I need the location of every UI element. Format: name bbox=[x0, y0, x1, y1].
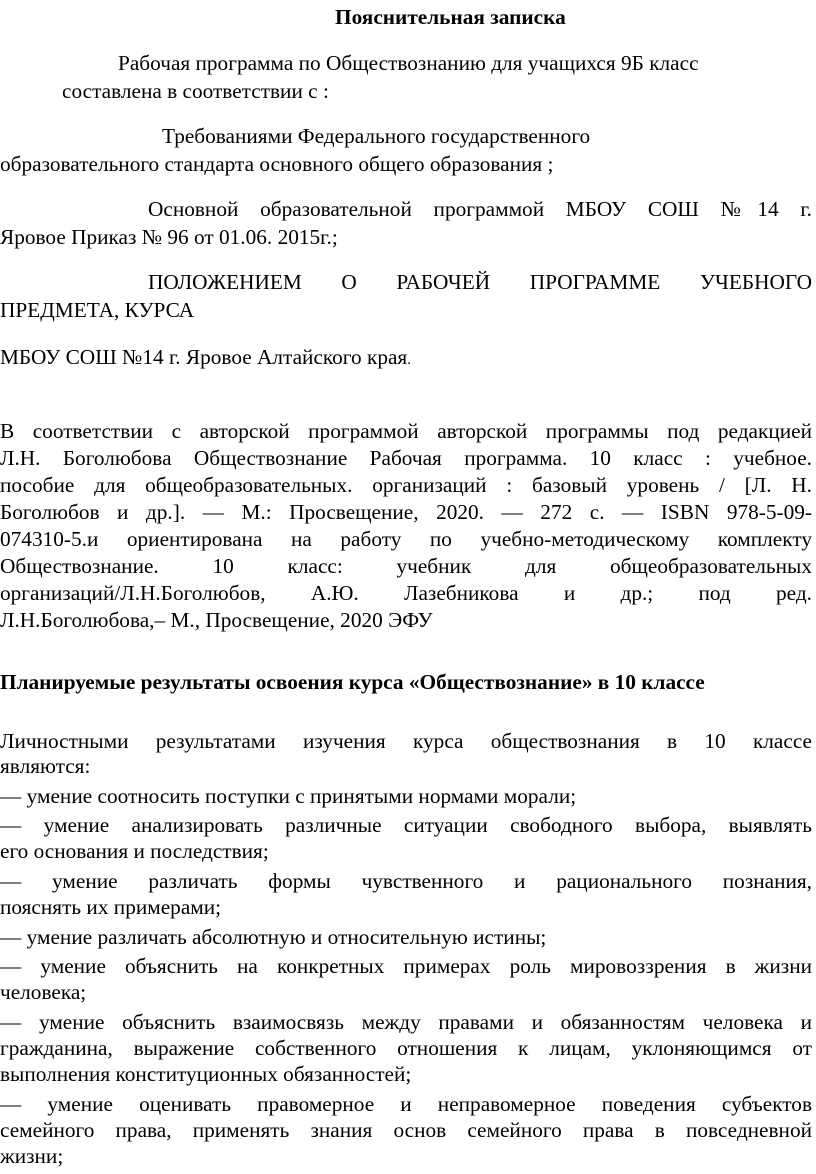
list-item-1-line-1: — умение соотносить поступки с принятыми нормами морали; bbox=[0, 784, 577, 808]
page-title: Пояснительная записка bbox=[335, 5, 566, 29]
list-item-7-line-2: семейного права, применять знания основ семейного права в повседневной bbox=[0, 1118, 812, 1142]
list-item-4-line-1: — умение различать абсолютную и относительную истины; bbox=[0, 925, 547, 949]
personal-intro-line-1: Личностными результатами изучения курса обществознания в 10 классе bbox=[0, 729, 812, 753]
intro-line-2: составлена в соответствии с : bbox=[62, 79, 329, 103]
list-item-2-line-2: его основания и последствия; bbox=[0, 839, 269, 863]
author-line-8: Л.Н.Боголюбова,– М., Просвещение, 2020 ЭФУ bbox=[0, 608, 433, 632]
list-item-6-line-1: — умение объяснить взаимосвязь между правами и обязанностям человека и bbox=[0, 1010, 812, 1034]
author-line-6: Обществознание. 10 класс: учебник для общеобразовательных bbox=[0, 554, 812, 578]
basis-regulation-line-1: ПОЛОЖЕНИЕМ О РАБОЧЕЙ ПРОГРАММЕ УЧЕБНОГО bbox=[148, 270, 812, 294]
author-line-7: организаций/Л.Н.Боголюбов, А.Ю. Лазебникова и др.; под ред. bbox=[0, 581, 812, 605]
list-item-7-line-3: жизни; bbox=[0, 1144, 64, 1168]
list-item-3-line-1: — умение различать формы чувственного и рационального познания, bbox=[0, 869, 812, 893]
basis-fgos-line-1: Требованиями Федерального государственного bbox=[162, 124, 591, 148]
list-item-6-line-2: гражданина, выражение собственного отношения к лицам, уклоняющимся от bbox=[0, 1036, 812, 1060]
author-line-3: пособие для общеобразовательных. организаций : базовый уровень / [Л. Н. bbox=[0, 473, 812, 497]
author-line-4: Боголюбов и др.]. — М.: Просвещение, 2020. — 272 с. — ISBN 978-5-09- bbox=[0, 500, 812, 524]
list-item-2-line-1: — умение анализировать различные ситуации свободного выбора, выявлять bbox=[0, 813, 812, 837]
list-item-6-line-3: выполнения конституционных обязанностей; bbox=[0, 1062, 412, 1086]
list-item-7-line-1: — умение оценивать правомерное и неправомерное поведения субъектов bbox=[0, 1092, 812, 1116]
list-item-3-line-2: пояснять их примерами; bbox=[0, 895, 222, 919]
personal-intro-line-2: являются: bbox=[0, 754, 91, 778]
author-line-2: Л.Н. Боголюбова Обществознание Рабочая программа. 10 класс : учебное. bbox=[0, 446, 812, 470]
school-name: МБОУ СОШ №14 г. Яровое Алтайского края. bbox=[0, 345, 411, 369]
author-line-1: В соответствии с авторской программой авторской программы под редакцией bbox=[0, 419, 812, 443]
list-item-5-line-1: — умение объяснить на конкретных примерах роль мировоззрения в жизни bbox=[0, 954, 812, 978]
intro-line-1: Рабочая программа по Обществознанию для учащихся 9Б класс bbox=[118, 51, 699, 75]
basis-fgos-line-2: образовательного стандарта основного общего образования ; bbox=[0, 152, 554, 176]
author-line-5: 074310-5.и ориентирована на работу по учебно-методическому комплекту bbox=[0, 527, 812, 551]
results-heading: Планируемые результаты освоения курса «Обществознание» в 10 классе bbox=[0, 670, 705, 694]
basis-oop-line-2: Яровое Приказ № 96 от 01.06. 2015г.; bbox=[0, 225, 338, 249]
basis-oop-line-1: Основной образовательной программой МБОУ СОШ №14 г. bbox=[148, 197, 812, 221]
basis-regulation-line-2: ПРЕДМЕТА, КУРСА bbox=[0, 298, 195, 322]
list-item-5-line-2: человека; bbox=[0, 980, 87, 1004]
